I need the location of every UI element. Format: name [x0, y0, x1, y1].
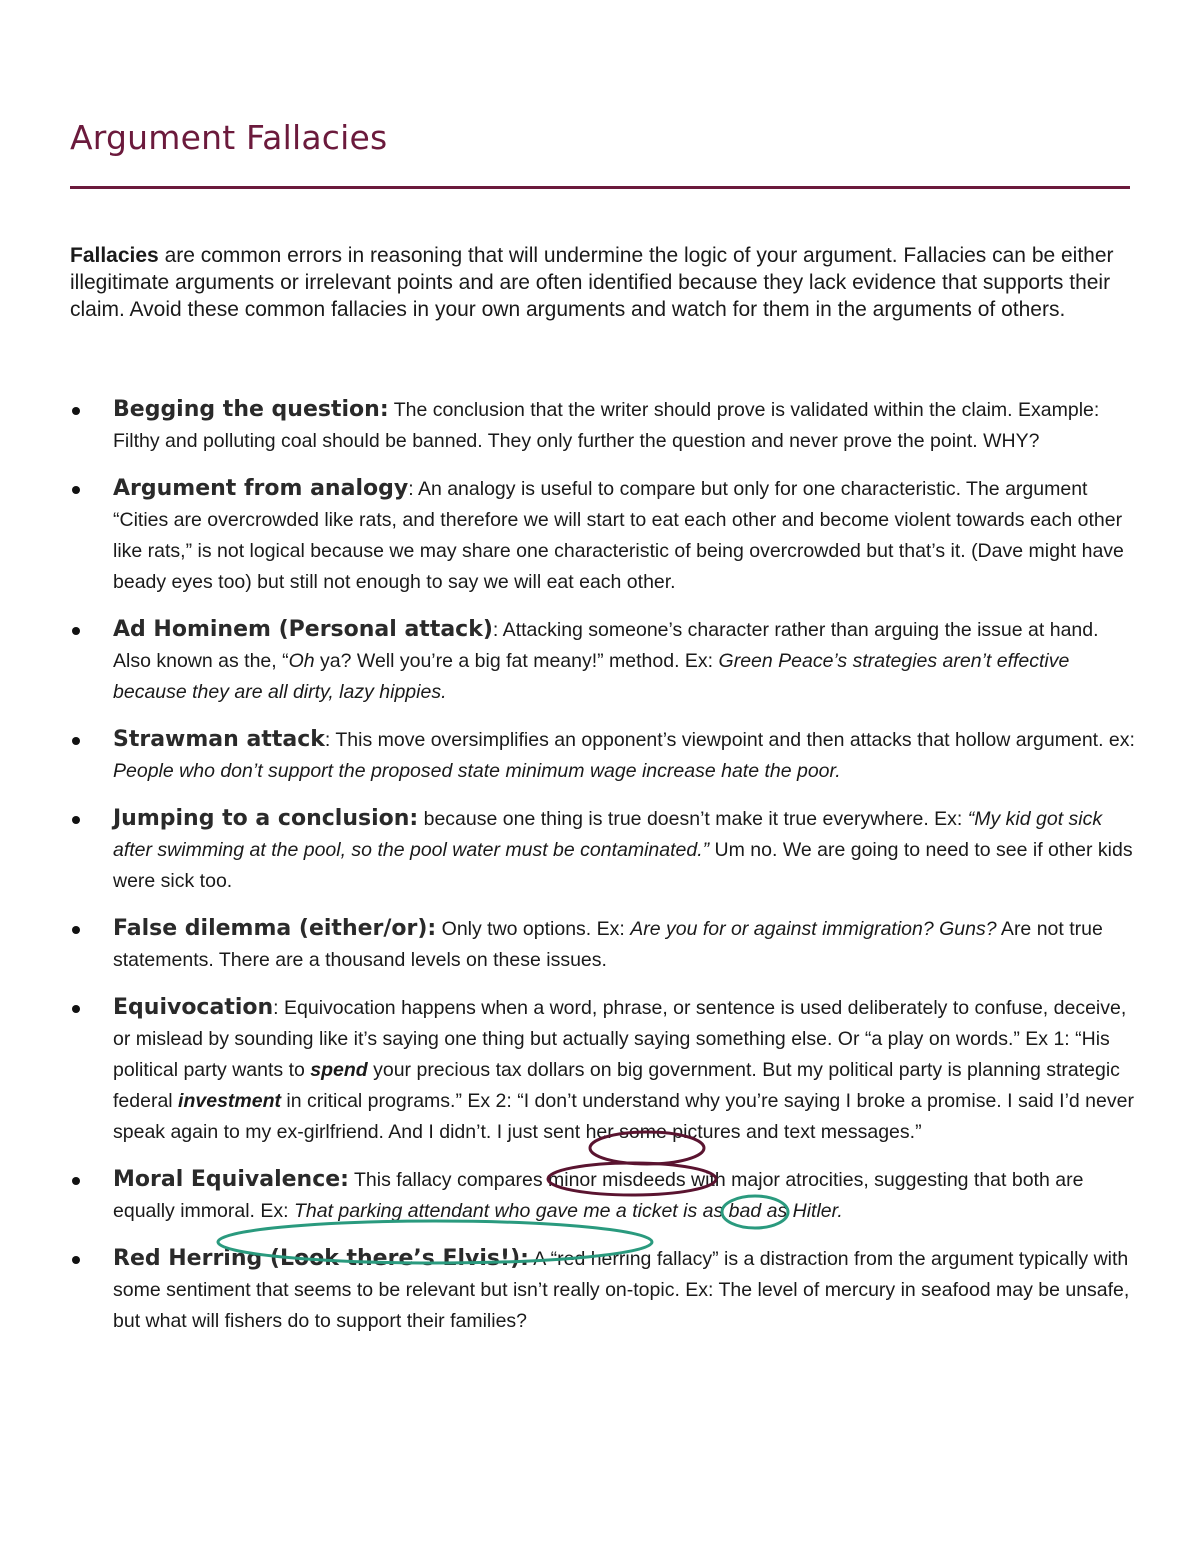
- list-item-false-dilemma: [70, 913, 1140, 976]
- emphasis-investment: investment: [178, 1090, 281, 1112]
- bullet-icon: [72, 926, 80, 934]
- list-item-strawman: [70, 724, 1140, 787]
- fallacy-desc: : An analogy is useful to compare but only for one characteristic. The argument “Cities are overcrowded like rats, and therefore we will start to eat each other and become violent towards each other like rats,” is not logical because we may share one characteristic of being overcrowded but that’s it. (Dave might have beady eyes too) but still not enough to say we will eat each other.: [113, 478, 1124, 593]
- fallacy-term: False dilemma (either/or):: [113, 916, 437, 941]
- fallacy-desc: This fallacy compares minor misdeeds with major atrocities, suggesting that both are equally immoral. Ex:: [113, 1169, 1084, 1222]
- fallacy-desc: A “red herring fallacy” is a distraction from the argument typically with some sentiment that seems to be relevant but isn’t really on-topic. Ex: The level of mercury in seafood may be unsafe, but what will fishers do to support their families?: [113, 1248, 1130, 1332]
- intro-paragraph: [70, 242, 1130, 323]
- fallacy-term: Red Herring (Look there’s Elvis!):: [113, 1246, 529, 1271]
- fallacy-desc: Are not true statements. There are a thousand levels on these issues.: [113, 918, 1103, 971]
- bullet-icon: [72, 816, 80, 824]
- list-item-analogy: [70, 473, 1140, 598]
- fallacy-desc: in critical programs.” Ex 2: “I don’t understand why you’re saying I broke a promise. I said I’d never speak again to my ex-girlfriend. And I didn’t. I just sent her some pictures and text messages.”: [113, 1090, 1134, 1143]
- fallacy-example: That parking attendant who gave me a ticket is as bad as Hitler.: [293, 1200, 843, 1222]
- fallacy-desc: : Equivocation happens when a word, phrase, or sentence is used deliberately to confuse, deceive, or mislead by sounding like it’s saying one thing but actually saying something else. Or “a play on words.” Ex 1: “His political party wants to: [113, 997, 1127, 1081]
- fallacy-list: [70, 394, 1140, 1353]
- fallacy-desc: : Attacking someone’s character rather than arguing the issue at hand. Also known as the, “: [113, 619, 1099, 672]
- fallacy-example: “My kid got sick after swimming at the pool, so the pool water must be contaminated.”: [113, 808, 1103, 861]
- bullet-icon: [72, 627, 80, 635]
- fallacy-desc: your precious tax dollars on big government. But my political party is planning strategic federal: [113, 1059, 1120, 1112]
- fallacy-term: Ad Hominem (Personal attack): [113, 617, 493, 642]
- fallacy-desc: Um no. We are going to need to see if other kids were sick too.: [113, 839, 1133, 892]
- fallacy-desc: The conclusion that the writer should prove is validated within the claim. Example: Filthy and polluting coal should be banned. They only further the question and never prove the point. WHY?: [113, 399, 1100, 452]
- fallacy-desc-italic: Oh: [288, 650, 315, 672]
- page-title: Argument Fallacies: [70, 118, 388, 157]
- fallacy-example: People who don’t support the proposed state minimum wage increase hate the poor.: [113, 760, 841, 782]
- bullet-icon: [72, 486, 80, 494]
- list-item-red-herring: [70, 1243, 1140, 1337]
- list-item-begging-question: [70, 394, 1140, 457]
- list-item-ad-hominem: [70, 614, 1140, 708]
- list-item-moral-equivalence: [70, 1164, 1140, 1227]
- fallacy-term: Jumping to a conclusion:: [113, 806, 419, 831]
- bullet-icon: [72, 737, 80, 745]
- fallacy-desc: because one thing is true doesn’t make it true everywhere. Ex:: [418, 808, 968, 830]
- fallacy-term: Equivocation: [113, 995, 274, 1020]
- list-item-jumping-conclusion: [70, 803, 1140, 897]
- fallacy-example: Green Peace’s strategies aren’t effective because they are all dirty, lazy hippies.: [113, 650, 1070, 703]
- title-divider: [70, 186, 1130, 189]
- list-item-equivocation: [70, 992, 1140, 1148]
- bullet-icon: [72, 1005, 80, 1013]
- fallacy-desc: ya? Well you’re a big fat meany!” method. Ex:: [314, 650, 719, 672]
- intro-text: are common errors in reasoning that will undermine the logic of your argument. Fallacies can be either illegitimate arguments or irrelevant points and are often identified because they lack evidence that supports their claim. Avoid these common fallacies in your own arguments and watch for them in the arguments of others.: [70, 244, 1114, 321]
- fallacy-term: Begging the question:: [113, 397, 389, 422]
- emphasis-spend: spend: [310, 1059, 368, 1081]
- bullet-icon: [72, 1177, 80, 1185]
- fallacy-term: Argument from analogy: [113, 476, 409, 501]
- fallacy-desc: Only two options. Ex:: [436, 918, 631, 940]
- fallacy-term: Moral Equivalence:: [113, 1167, 349, 1192]
- fallacy-example: Are you for or against immigration? Guns?: [630, 918, 997, 940]
- intro-bold-term: Fallacies: [70, 244, 159, 267]
- bullet-icon: [72, 407, 80, 415]
- fallacy-term: Strawman attack: [113, 727, 325, 752]
- bullet-icon: [72, 1256, 80, 1264]
- fallacy-desc: : This move oversimplifies an opponent’s viewpoint and then attacks that hollow argument. ex:: [324, 729, 1135, 751]
